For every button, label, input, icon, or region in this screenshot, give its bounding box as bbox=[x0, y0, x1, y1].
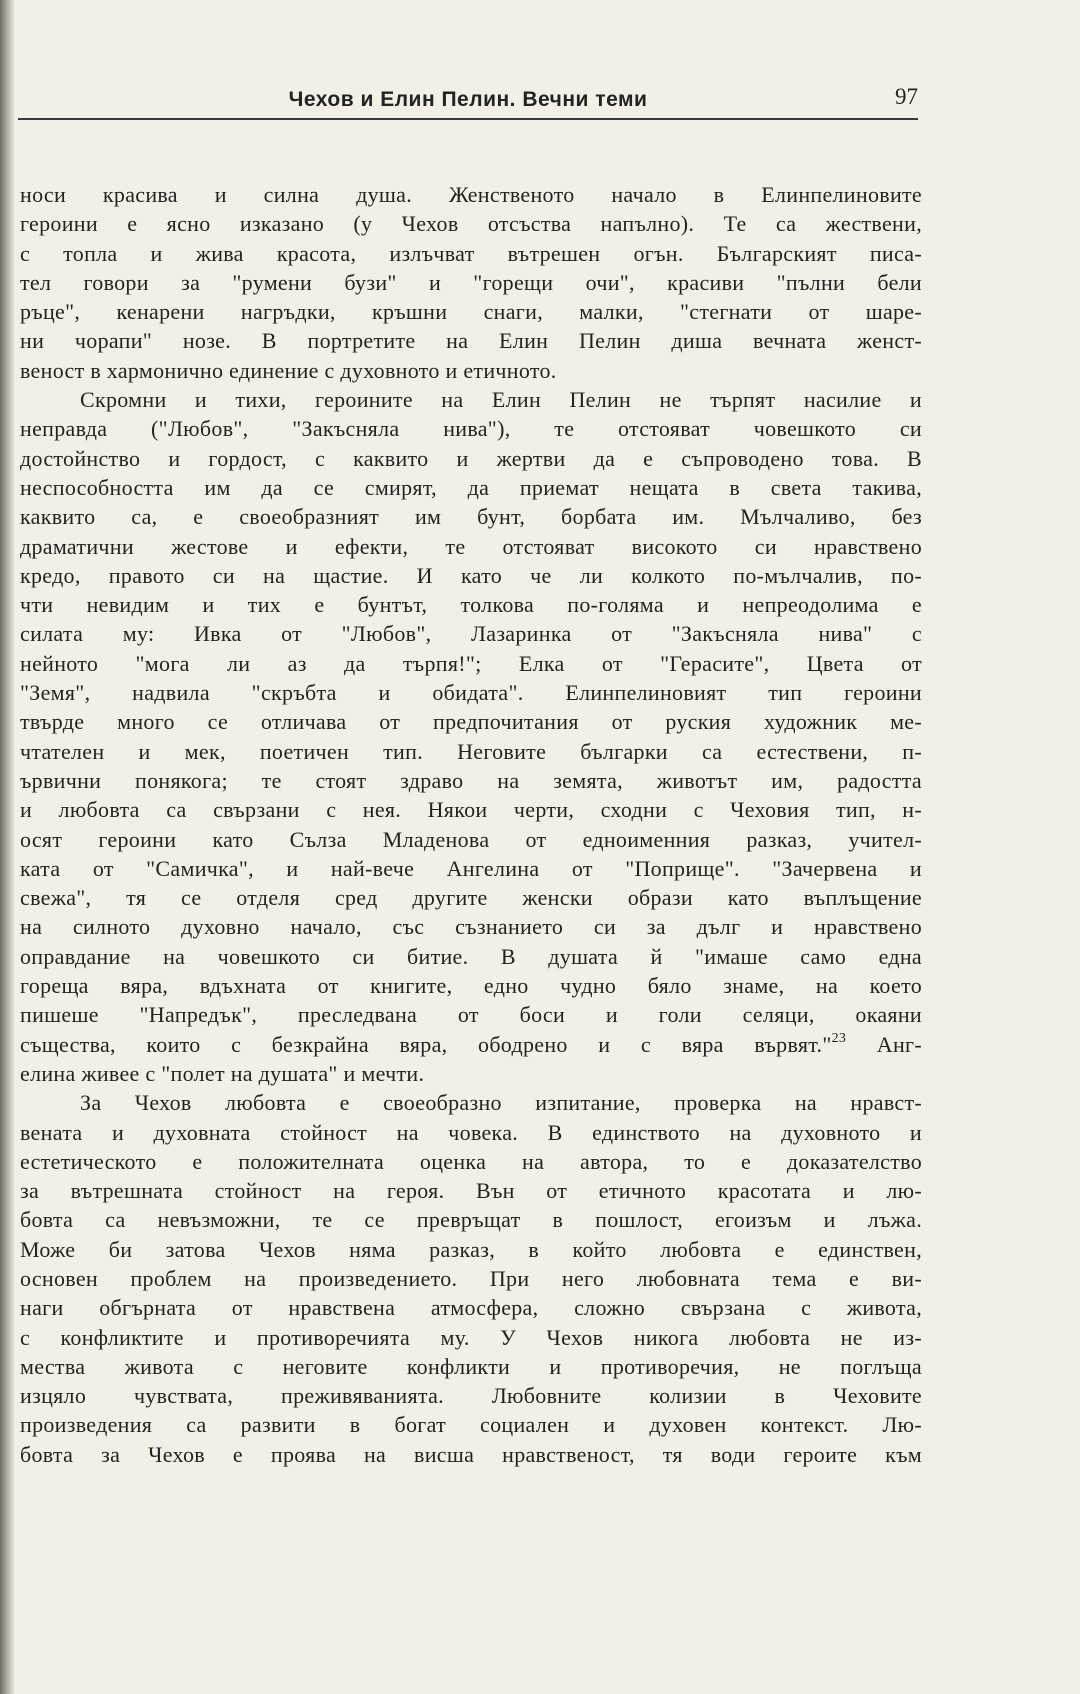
text-line: и любовта са свързани с нея. Някои черти, сходни с Чеховия тип, н- bbox=[20, 797, 922, 823]
page-header bbox=[18, 84, 918, 120]
text-line: силата му: Ивка от "Любов", Лазаринка от "Закъсняла нива" с bbox=[20, 621, 922, 647]
text-segment: Анг- bbox=[846, 1031, 923, 1057]
text-line: основен проблем на произведението. При него любовната тема е ви- bbox=[20, 1265, 922, 1291]
text-line: ни чорапи" нозе. В портретите на Елин Пелин диша вечната женст- bbox=[20, 328, 922, 354]
footnote-reference: 23 bbox=[831, 1030, 847, 1046]
text-line: вената и духовната стойност на човека. В единството на духовното и bbox=[20, 1119, 922, 1145]
text-line: ката от "Самичка", и най-вече Ангелина от "Поприще". "Зачервена и bbox=[20, 855, 922, 881]
text-line: естетическото е положителната оценка на автора, то е доказателство bbox=[20, 1148, 922, 1174]
text-line: свежа", тя се отделя сред другите женски образи като въплъщение bbox=[20, 885, 922, 911]
text-segment: същества, които с безкрайна вяра, ободрено и с вяра вървят." bbox=[20, 1031, 832, 1057]
text-line: чти невидим и тих е бунтът, толкова по-голяма и непреодолима е bbox=[20, 592, 922, 618]
text-line: За Чехов любовта е своеобразно изпитание, проверка на нравст- bbox=[80, 1090, 922, 1116]
text-line: за вътрешната стойност на героя. Вън от етичното красотата и лю- bbox=[20, 1178, 922, 1204]
text-line: носи красива и силна душа. Женственото начало в Елинпелиновите bbox=[20, 182, 922, 207]
text-line: каквито са, е своеобразният им бунт, борбата им. Мълчаливо, без bbox=[20, 504, 922, 530]
text-line: нейното "мога ли аз да търпя!"; Елка от "Герасите", Цвета от bbox=[20, 650, 922, 676]
text-line: ървични понякога; те стоят здраво на земята, животът им, радостта bbox=[20, 767, 922, 793]
text-line: изцяло чувствата, преживяванията. Любовните колизии в Чеховите bbox=[20, 1383, 922, 1409]
body-text bbox=[20, 180, 922, 1469]
text-line: достойнство и гордост, с каквито и жертви да е съпроводено това. В bbox=[20, 445, 922, 471]
page-binding-edge bbox=[0, 0, 14, 1694]
text-line: Може би затова Чехов няма разказ, в който любовта е единствен, bbox=[20, 1236, 922, 1262]
text-line: елина живее с "полет на душата" и мечти. bbox=[20, 1060, 425, 1086]
text-line: гореща вяра, вдъхната от книгите, едно чудно бяло знаме, на което bbox=[20, 973, 922, 999]
text-line: кредо, правото си на щастие. И като че ли колкото по-мълчалив, по- bbox=[20, 562, 922, 588]
text-line: драматични жестове и ефекти, те отстояват високото си нравствено bbox=[20, 533, 922, 559]
text-line: наги обгърната от нравствена атмосфера, сложно свързана с живота, bbox=[20, 1295, 922, 1321]
text-line: мества живота с неговите конфликти и противоречия, не поглъща bbox=[20, 1353, 922, 1379]
text-line: с конфликтите и противоречията му. У Чехов никога любовта не из- bbox=[20, 1324, 922, 1350]
text-line: бовта за Чехов е проява на висша нравственост, тя води героите към bbox=[20, 1441, 922, 1467]
text-line: бовта са невъзможни, те се превръщат в пошлост, егоизъм и лъжа. bbox=[20, 1207, 922, 1233]
text-line: "Земя", надвила "скръбта и обидата". Елинпелиновият тип героини bbox=[20, 680, 922, 706]
text-line: тел говори за "румени бузи" и "горещи очи", красиви "пълни бели bbox=[20, 269, 922, 295]
text-line: произведения са развити в богат социален и духовен контекст. Лю- bbox=[20, 1412, 922, 1438]
text-line: неправда ("Любов", "Закъсняла нива"), те отстояват човешкото си bbox=[20, 416, 922, 442]
text-line: с топла и жива красота, излъчват вътрешен огън. Българският писа- bbox=[20, 240, 922, 266]
text-line: ръце", кенарени нагръдки, кръшни снаги, малки, "стегнати от шаре- bbox=[20, 299, 922, 325]
page-number: 97 bbox=[895, 84, 918, 109]
text-line: оправдание на човешкото си битие. В душата й "имаше само една bbox=[20, 943, 922, 969]
text-line: осят героини като Сълза Младенова от едноименния разказ, учител- bbox=[20, 826, 922, 852]
text-line-with-footnote bbox=[20, 1030, 922, 1059]
text-line: героини е ясно изказано (у Чехов отсъства напълно). Те са жествени, bbox=[20, 211, 922, 237]
text-line: твърде много се отличава от предпочитания от руския художник ме- bbox=[20, 709, 922, 735]
text-line: пишеше "Напредък", преследвана от боси и голи селяци, окаяни bbox=[20, 1002, 922, 1028]
running-title: Чехов и Елин Пелин. Вечни теми bbox=[288, 88, 648, 111]
text-line: Скромни и тихи, героините на Елин Пелин не търпят насилие и bbox=[80, 387, 922, 413]
text-line: веност в хармонично единение с духовното и етичното. bbox=[20, 357, 557, 383]
text-line: чтателен и мек, поетичен тип. Неговите българки са естествени, п- bbox=[20, 738, 922, 764]
text-line: неспособността им да се смирят, да приемат нещата в света такива, bbox=[20, 474, 922, 500]
text-line: на силното духовно начало, със съзнанието си за дълг и нравствено bbox=[20, 914, 922, 940]
